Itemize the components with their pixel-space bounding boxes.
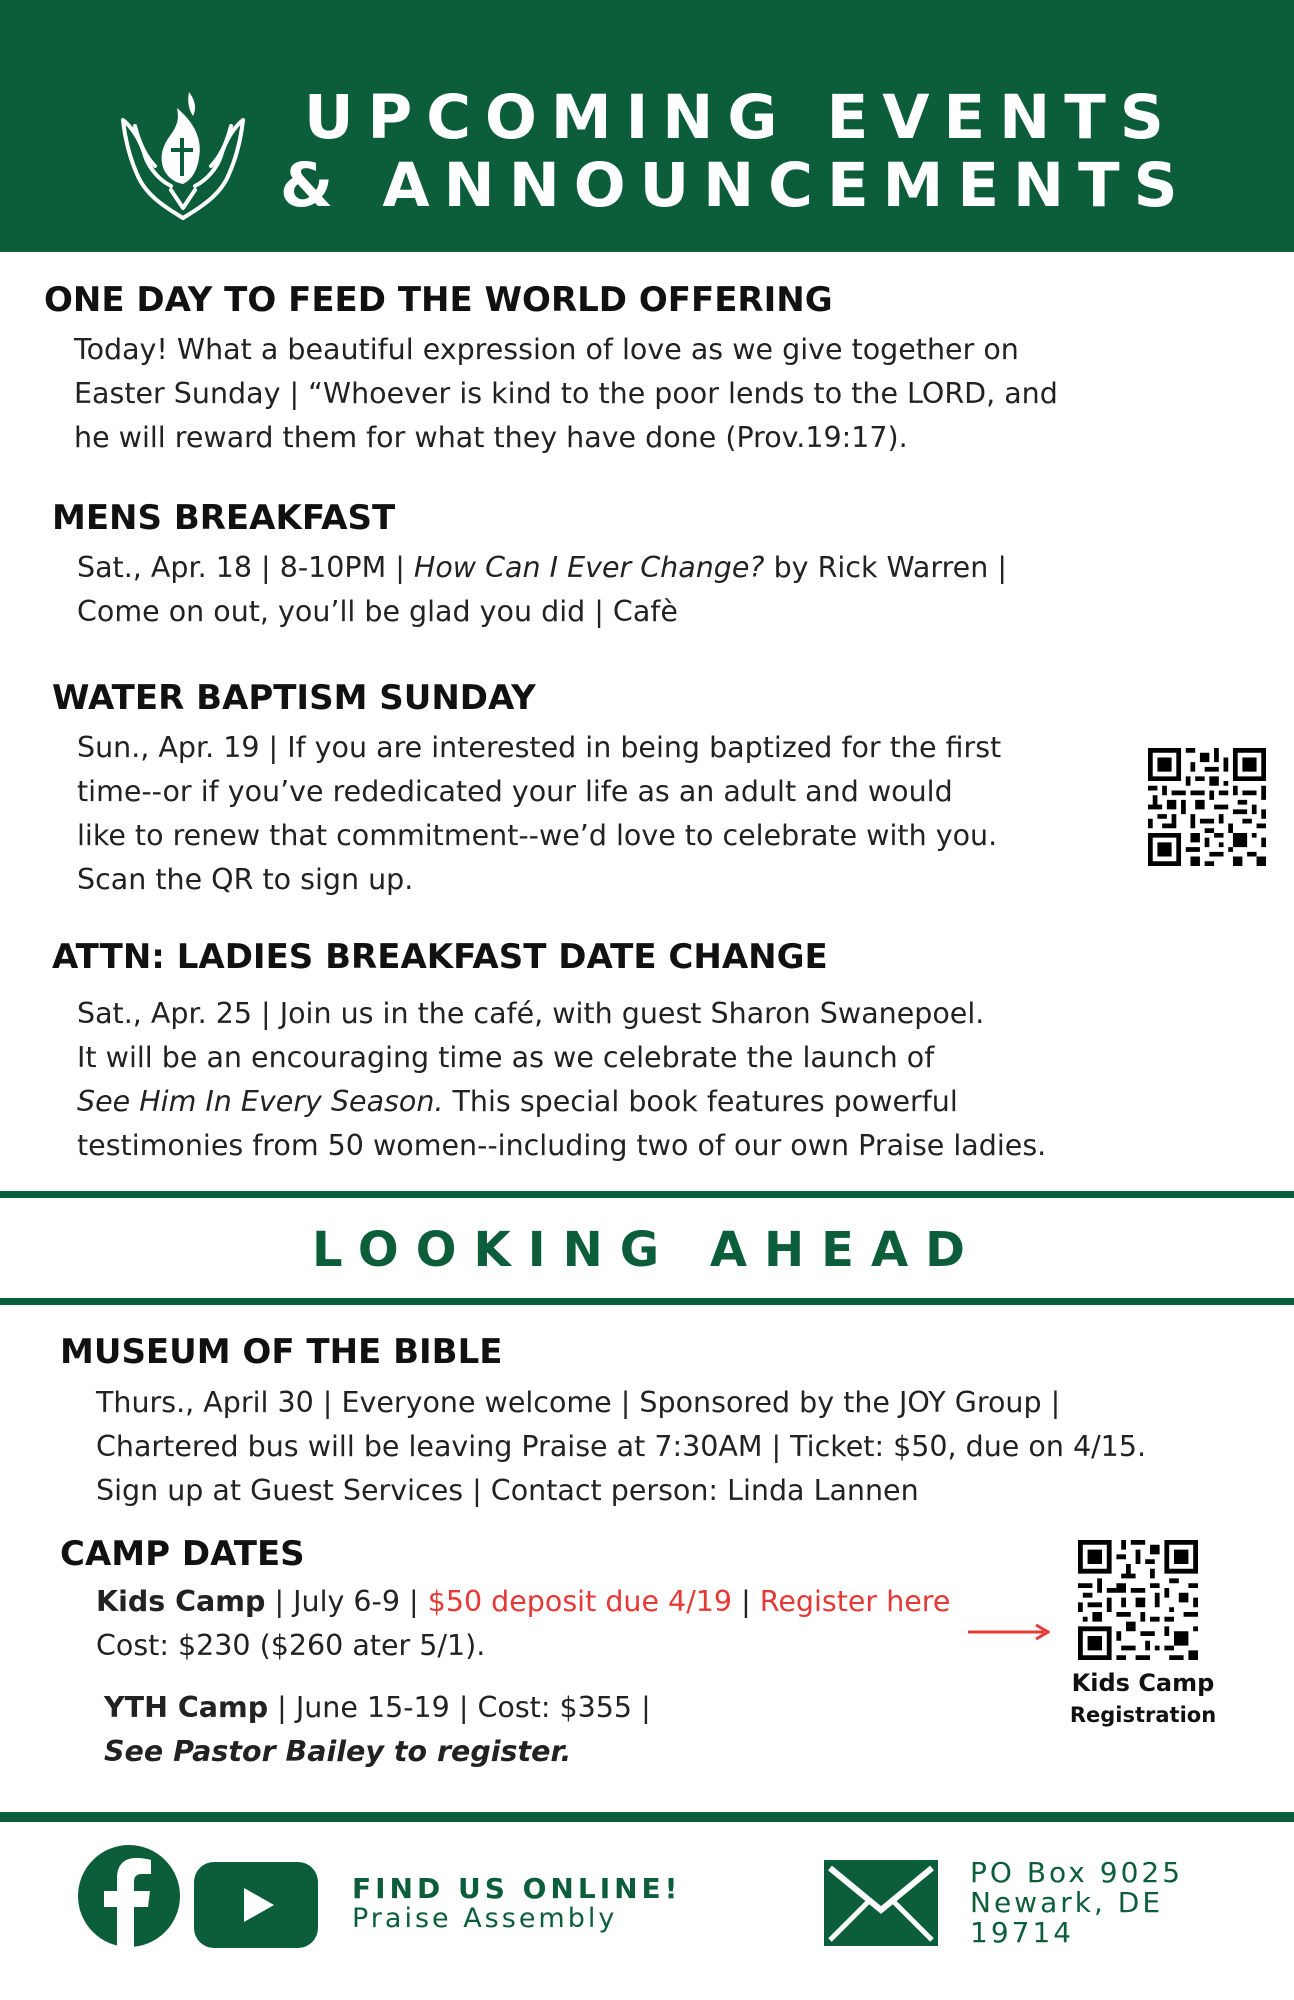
arrow-right-icon: [968, 1624, 1050, 1640]
feed-line: he will reward them for what they have done (Prov.19:17).: [74, 421, 908, 454]
page-title: [280, 84, 1192, 220]
mens-line-1: [77, 546, 1007, 590]
separator: |: [732, 1585, 760, 1618]
yth-camp-body: [104, 1686, 651, 1774]
yth-camp-line: [104, 1686, 651, 1730]
baptism-line: time--or if you’ve rededicated your life as an adult and would: [77, 775, 953, 808]
mens-book-title: How Can I Ever Change?: [413, 551, 765, 584]
mailing-address: [970, 1858, 1183, 1948]
yth-camp-note: [104, 1730, 651, 1774]
baptism-line: like to renew that commitment--we’d love to celebrate with you.: [77, 819, 998, 852]
camp-heading: CAMP DATES: [60, 1534, 305, 1574]
facebook-icon[interactable]: [78, 1845, 180, 1947]
kids-camp-label: Kids Camp: [96, 1585, 266, 1618]
church-name: Praise Assembly: [352, 1903, 618, 1934]
footer-divider: [0, 1812, 1294, 1822]
mens-date: Sat., Apr. 18 | 8-10PM |: [77, 551, 414, 584]
mens-body: [77, 546, 1007, 634]
ladies-heading: ATTN: LADIES BREAKFAST DATE CHANGE: [52, 937, 828, 977]
baptism-qr-code-icon[interactable]: [1148, 748, 1266, 866]
mens-line-2: Come on out, you’ll be glad you did | Cafè: [77, 595, 678, 628]
book-title: See Him In Every Season.: [77, 1085, 444, 1118]
divider: [0, 1298, 1294, 1305]
qr-caption-line-1: Kids Camp: [1071, 1669, 1215, 1697]
feed-section: [44, 280, 833, 320]
header-banner: [0, 0, 1294, 252]
museum-body: [96, 1381, 1146, 1513]
baptism-line: Scan the QR to sign up.: [77, 863, 414, 896]
yth-camp-label: YTH Camp: [104, 1691, 269, 1724]
feed-heading: ONE DAY TO FEED THE WORLD OFFERING: [44, 280, 833, 320]
address-line-3: 19714: [970, 1916, 1075, 1949]
feed-line: Today! What a beautiful expression of love as we give together on: [74, 333, 1019, 366]
ladies-line: It will be an encouraging time as we celebrate the launch of: [77, 1041, 935, 1074]
ladies-line-rest: This special book features powerful: [443, 1085, 958, 1118]
kids-camp-qr-code-icon[interactable]: [1078, 1540, 1198, 1660]
kids-camp-cost: Cost: $230 ($260 ater 5/1).: [96, 1629, 486, 1662]
ladies-line: [77, 1080, 1046, 1124]
kids-camp-dates: | July 6-9 |: [265, 1585, 428, 1618]
qr-caption: [1048, 1666, 1238, 1730]
address-line-1: PO Box 9025: [970, 1856, 1184, 1889]
ladies-line: Sat., Apr. 25 | Join us in the café, with guest Sharon Swanepoel.: [77, 997, 985, 1030]
title-line-2: & ANNOUNCEMENTS: [280, 150, 1192, 221]
divider: [0, 1191, 1294, 1198]
find-us-online: FIND US ONLINE!: [352, 1872, 682, 1905]
yth-register-note: See Pastor Bailey to register.: [104, 1735, 572, 1768]
kids-camp-body: [96, 1580, 950, 1668]
mens-author: by Rick Warren |: [764, 551, 1007, 584]
museum-line: Chartered bus will be leaving Praise at 7:30AM | Ticket: $50, due on 4/15.: [96, 1430, 1147, 1463]
feed-line: Easter Sunday | “Whoever is kind to the poor lends to the LORD, and: [74, 377, 1058, 410]
museum-line: Sign up at Guest Services | Contact person: Linda Lannen: [96, 1474, 919, 1507]
ladies-line: testimonies from 50 women--including two of our own Praise ladies.: [77, 1129, 1047, 1162]
baptism-line: Sun., Apr. 19 | If you are interested in being baptized for the first: [77, 731, 1002, 764]
praying-hands-flame-cross-icon: [115, 86, 251, 224]
kids-camp-line: [96, 1580, 950, 1624]
baptism-heading: WATER BAPTISM SUNDAY: [52, 678, 536, 718]
register-here-link[interactable]: Register here: [759, 1585, 951, 1618]
kids-camp-deposit: $50 deposit due 4/19: [427, 1585, 733, 1618]
qr-caption-line-2: Registration: [1069, 1703, 1217, 1727]
ladies-body: [77, 992, 1046, 1168]
yth-camp-details: | June 15-19 | Cost: $355 |: [268, 1691, 651, 1724]
mail-icon[interactable]: [824, 1860, 938, 1946]
looking-ahead-heading: LOOKING AHEAD: [312, 1222, 982, 1278]
title-line-1: UPCOMING EVENTS: [304, 82, 1178, 153]
museum-heading: MUSEUM OF THE BIBLE: [60, 1332, 503, 1372]
baptism-body: [77, 726, 1001, 902]
museum-line: Thurs., April 30 | Everyone welcome | Sponsored by the JOY Group |: [96, 1386, 1061, 1419]
youtube-icon[interactable]: [194, 1862, 318, 1948]
mens-heading: MENS BREAKFAST: [52, 498, 396, 538]
address-line-2: Newark, DE: [970, 1886, 1164, 1919]
feed-body: [74, 328, 1058, 460]
